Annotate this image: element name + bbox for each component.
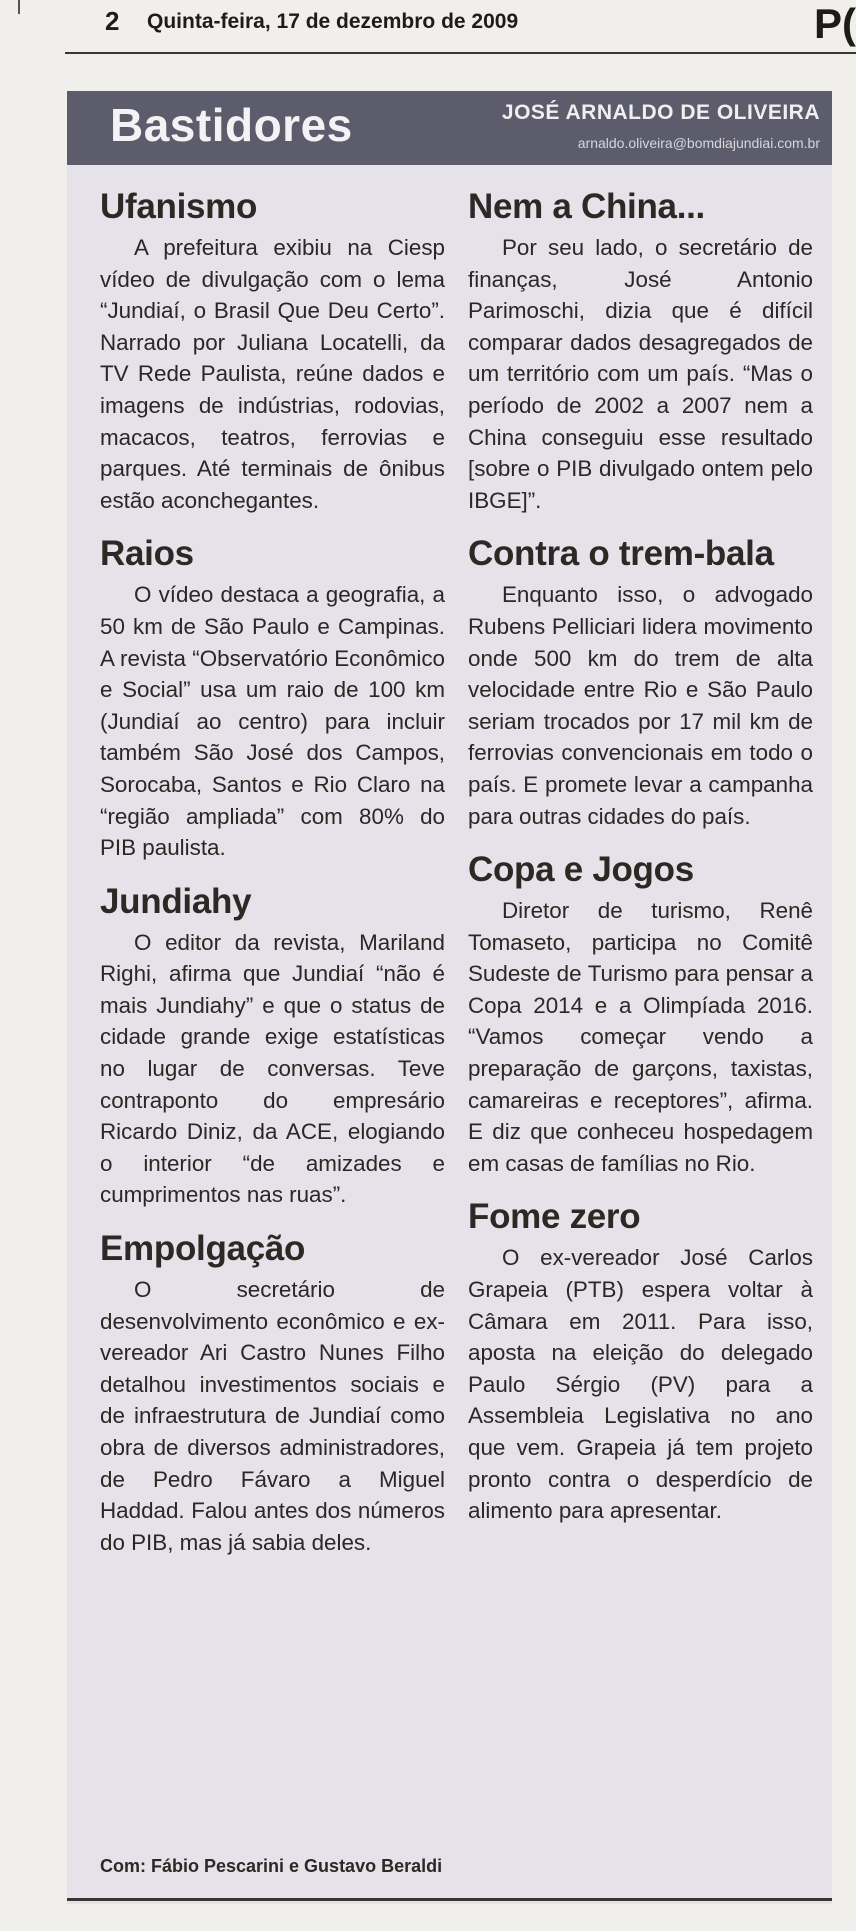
credits: Com: Fábio Pescarini e Gustavo Beraldi <box>100 1856 443 1876</box>
item-title: Copa e Jogos <box>468 850 694 890</box>
news-item <box>468 850 813 1179</box>
news-item <box>100 534 445 863</box>
news-item <box>468 1197 813 1526</box>
item-title: Contra o trem-bala <box>468 534 774 574</box>
left-column <box>100 187 445 1576</box>
item-title: Ufanismo <box>100 187 258 226</box>
news-item <box>100 1229 445 1558</box>
item-body: O vídeo destaca a geografia, a 50 km de São Paulo e Campinas. A revista “Observatório Econômico e Social” usa um raio de 100 km (Jundiaí ao centro) para incluir também São José dos Campos, Sorocaba, Santos e Rio Claro na “região ampliada” com 80% do PIB paulista. <box>100 582 445 861</box>
right-column <box>468 187 813 1545</box>
news-item <box>468 187 813 516</box>
item-body: O ex-vereador José Carlos Grapeia (PTB) espera voltar à Câmara em 2011. Para isso, aposta na eleição do delegado Paulo Sérgio (PV) para a Assembleia Legislativa no ano que vem. Grapeia já tem projeto pronto contra o desperdício de alimento para apresentar. <box>468 1245 813 1524</box>
item-title: Empolgação <box>100 1229 306 1269</box>
header-rule <box>65 52 856 54</box>
item-body: Enquanto isso, o advogado Rubens Pelliciari lidera movimento onde 500 km do trem de alta velocidade entre Rio e São Paulo seriam trocados por 17 mil km de ferrovias convencionais em todo o país. E promete levar a campanha para outras cidades do país. <box>468 582 813 829</box>
item-body: Diretor de turismo, Renê Tomaseto, participa no Comitê Sudeste de Turismo para pensar a Copa 2014 e a Olimpíada 2016. “Vamos começar vendo a preparação de garçons, taxistas, camareiras e receptores”, afirma. E diz que conheceu hospedagem em casas de famílias no Rio. <box>468 898 813 1176</box>
item-title: Raios <box>100 534 194 574</box>
news-item <box>468 534 813 832</box>
author-email: arnaldo.oliveira@bomdiajundiai.com.br <box>577 135 820 151</box>
item-title: Jundiahy <box>100 881 252 921</box>
item-body: O editor da revista, Mariland Righi, afirma que Jundiaí “não é mais Jundiahy” e que o status de cidade grande exige estatísticas no lugar de conversas. Teve contraponto do empresário Ricardo Diniz, da ACE, elogiando o interior “de amizades e cumprimentos nas ruas”. <box>100 929 445 1208</box>
bottom-rule <box>67 1898 832 1901</box>
page-number: 2 <box>105 6 120 36</box>
item-title: Nem a China... <box>468 187 705 226</box>
item-body: Por seu lado, o secretário de finanças, José Antonio Parimoschi, dizia que é difícil comparar dados desagregados de um território com um país. “Mas o período de 2002 a 2007 nem a China conseguiu esse resultado [sobre o PIB divulgado ontem pelo IBGE]”. <box>468 235 813 513</box>
news-item <box>100 882 445 1211</box>
page-date: Quinta-feira, 17 de dezembro de 2009 <box>147 10 519 33</box>
page-header <box>0 0 856 52</box>
news-item <box>100 187 445 516</box>
column-title: Bastidores <box>110 99 353 151</box>
item-body: A prefeitura exibiu na Ciesp vídeo de divulgação com o lema “Jundiaí, o Brasil Que Deu Certo”. Narrado por Juliana Locatelli, da TV Rede Paulista, reúne dados e imagens de indústrias, rodovias, macacos, teatros, ferrovias e parques. Até terminais de ônibus estão aconchegantes. <box>100 235 445 513</box>
author-name: JOSÉ ARNALDO DE OLIVEIRA <box>501 101 820 124</box>
crop-mark <box>18 0 20 14</box>
item-body: O secretário de desenvolvimento econômico e ex-vereador Ari Castro Nunes Filho detalhou investimentos sociais e de infraestrutura de Jundiaí como obra de diversos administradores, de Pedro Fávaro a Miguel Haddad. Falou antes dos números do PIB, mas já sabia deles. <box>100 1277 445 1555</box>
page-edge-fragment: P( <box>814 0 856 47</box>
item-title: Fome zero <box>468 1197 641 1237</box>
column-banner <box>67 91 832 165</box>
